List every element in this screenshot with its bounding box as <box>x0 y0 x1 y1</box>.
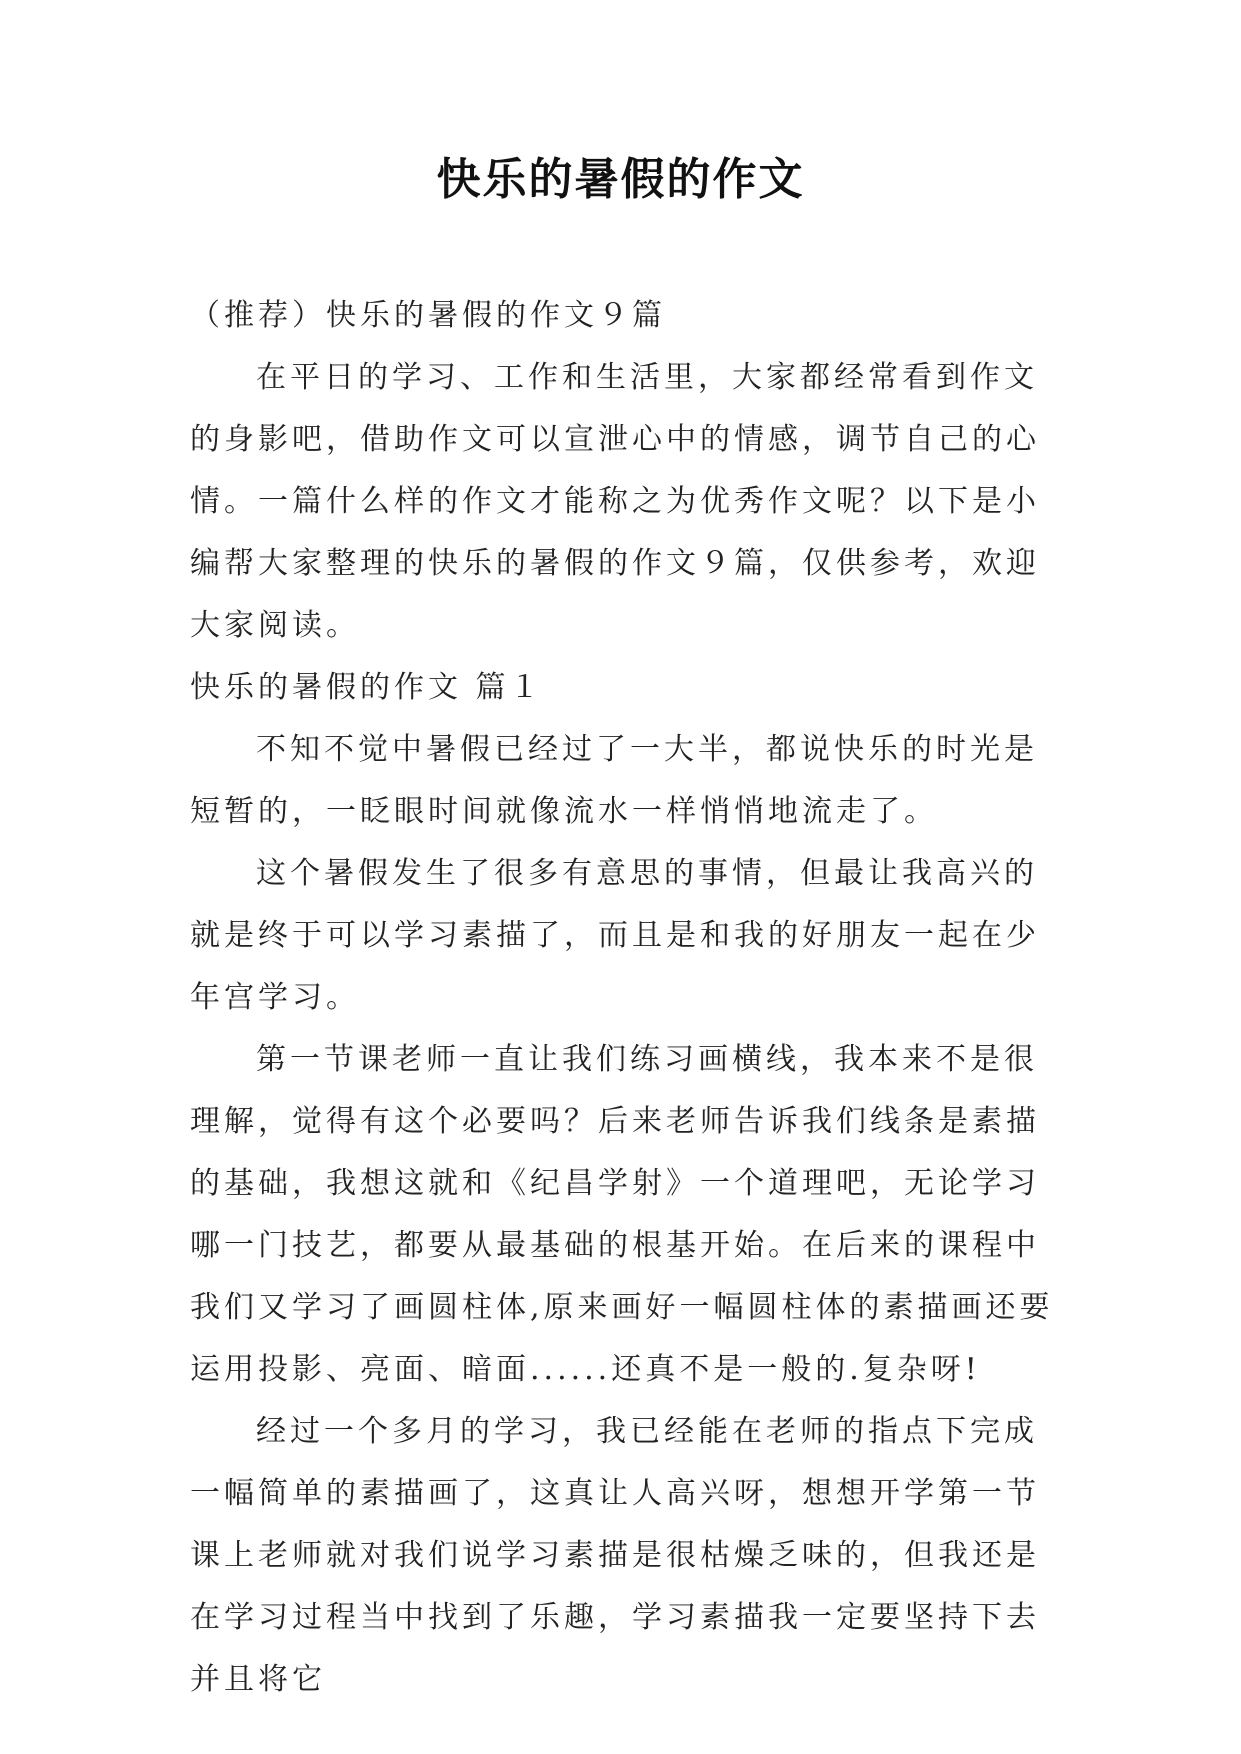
document-subtitle: （推荐）快乐的暑假的作文９篇 <box>190 298 666 333</box>
body-paragraph: 第一节课老师一直让我们练习画横线，我本来不是很理解，觉得有这个必要吗？后来老师告诉我们线条是素描的基础，我想这就和《纪昌学射》一个道理吧，无论学习哪一门技艺，都要从最基础的根基开始。在后来的课程中我们又学习了画圆柱体,原来画好一幅圆柱体的素描画还要运用投影、亮面、暗面......还真不是一般的.复杂呀! <box>190 1042 1054 1387</box>
document-body <box>190 285 1070 1711</box>
intro-paragraph: 在平日的学习、工作和生活里，大家都经常看到作文的身影吧，借助作文可以宣泄心中的情感，调节自己的心情。一篇什么样的作文才能称之为优秀作文呢？以下是小编帮大家整理的快乐的暑假的作文９篇，仅供参考，欢迎大家阅读。 <box>190 360 1040 643</box>
document-title: 快乐的暑假的作文 <box>436 154 805 205</box>
body-paragraph: 经过一个多月的学习，我已经能在老师的指点下完成一幅简单的素描画了，这真让人高兴呀，想想开学第一节课上老师就对我们说学习素描是很枯燥乏味的，但我还是在学习过程当中找到了乐趣，学习素描我一定要坚持下去并且将它 <box>190 1414 1040 1697</box>
body-paragraph: 这个暑假发生了很多有意思的事情，但最让我高兴的就是终于可以学习素描了，而且是和我的好朋友一起在少年宫学习。 <box>190 856 1040 1015</box>
body-paragraph: 不知不觉中暑假已经过了一大半，都说快乐的时光是短暂的，一眨眼时间就像流水一样悄悄地流走了。 <box>190 732 1038 829</box>
section-heading: 快乐的暑假的作文 篇１ <box>190 670 544 705</box>
